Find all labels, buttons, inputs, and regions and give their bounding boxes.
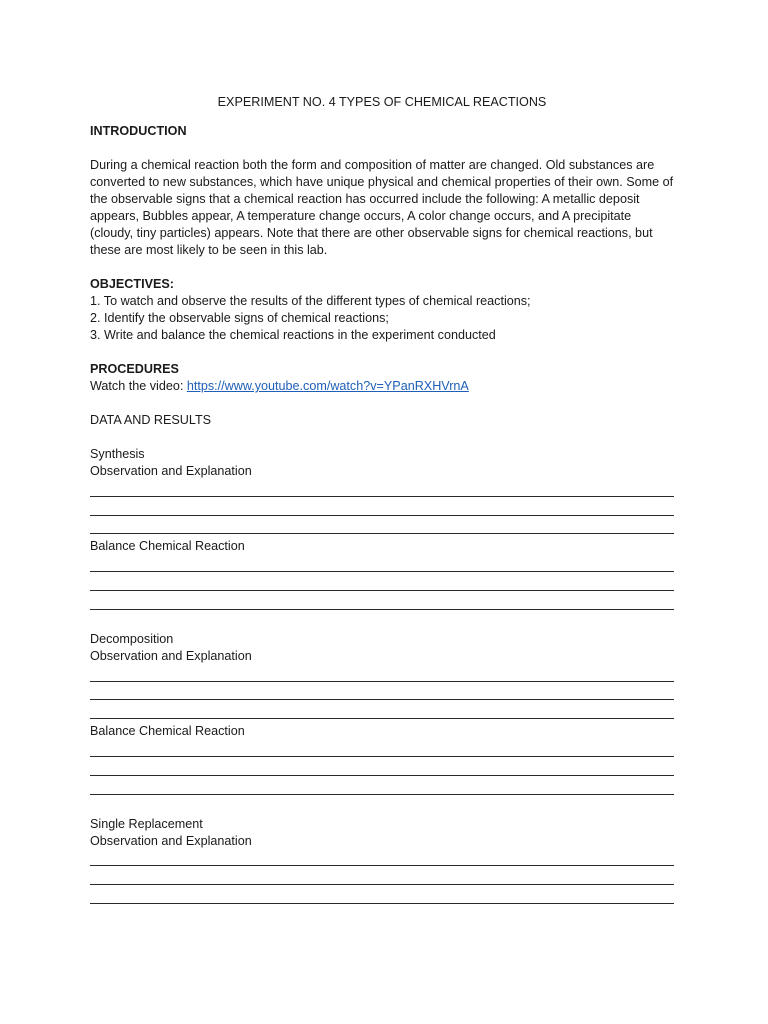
decomposition-observation-label: Observation and Explanation: [90, 648, 252, 663]
document-title: EXPERIMENT NO. 4 TYPES OF CHEMICAL REACTIONS: [217, 95, 547, 109]
answer-line[interactable]: [90, 591, 674, 610]
document-content: [90, 94, 674, 908]
single-replacement-observation-lines: [90, 848, 674, 904]
decomposition-observation-lines: [90, 663, 674, 719]
objective-item: 3. Write and balance the chemical reactions in the experiment conducted: [90, 328, 496, 342]
answer-line[interactable]: [90, 516, 674, 535]
synthesis-heading: Synthesis: [90, 447, 145, 461]
answer-line[interactable]: [90, 478, 674, 497]
answer-line[interactable]: [90, 553, 674, 572]
synthesis-balance-lines: [90, 553, 674, 609]
decomposition-balance-label: Balance Chemical Reaction: [90, 724, 245, 739]
introduction-heading: INTRODUCTION: [90, 124, 187, 138]
single-replacement-heading: Single Replacement: [90, 816, 203, 831]
procedures-heading: PROCEDURES: [90, 362, 179, 376]
video-link[interactable]: https://www.youtube.com/watch?v=YPanRXHVrnA: [186, 379, 469, 393]
synthesis-observation-label: Observation and Explanation: [90, 464, 252, 478]
synthesis-observation-lines: [90, 478, 674, 534]
introduction-text: During a chemical reaction both the form and composition of matter are changed. Old substances are converted to new substances, which have unique physical and chemical properties of their own. Some of the observable signs that a chemical reaction has occurred include the following: A metallic deposit appears, Bubbles appear, A temperature change occurs, A color change occurs, and A precipitate (cloudy, tiny particles) appears. Note that there are other observable signs for chemical reactions, but these are most likely to be seen in this lab.: [90, 158, 674, 257]
objective-item: 2. Identify the observable signs of chemical reactions;: [90, 311, 389, 325]
procedures-watch-line: [90, 378, 674, 395]
decomposition-heading: Decomposition: [90, 631, 174, 646]
answer-line[interactable]: [90, 866, 674, 885]
watch-video-label: Watch the video:: [90, 379, 187, 393]
objective-item: 1. To watch and observe the results of the different types of chemical reactions;: [90, 294, 531, 308]
decomposition-balance-lines: [90, 738, 674, 794]
answer-line[interactable]: [90, 663, 674, 682]
single-replacement-observation-label: Observation and Explanation: [90, 833, 252, 848]
answer-line[interactable]: [90, 682, 674, 701]
synthesis-balance-label: Balance Chemical Reaction: [90, 539, 245, 554]
answer-line[interactable]: [90, 572, 674, 591]
answer-line[interactable]: [90, 700, 674, 719]
answer-line[interactable]: [90, 497, 674, 516]
answer-line[interactable]: [90, 848, 674, 867]
objectives-heading: OBJECTIVES:: [90, 277, 174, 291]
data-results-heading: DATA AND RESULTS: [90, 413, 212, 427]
answer-line[interactable]: [90, 757, 674, 776]
answer-line[interactable]: [90, 885, 674, 904]
answer-line[interactable]: [90, 776, 674, 795]
answer-line[interactable]: [90, 738, 674, 757]
